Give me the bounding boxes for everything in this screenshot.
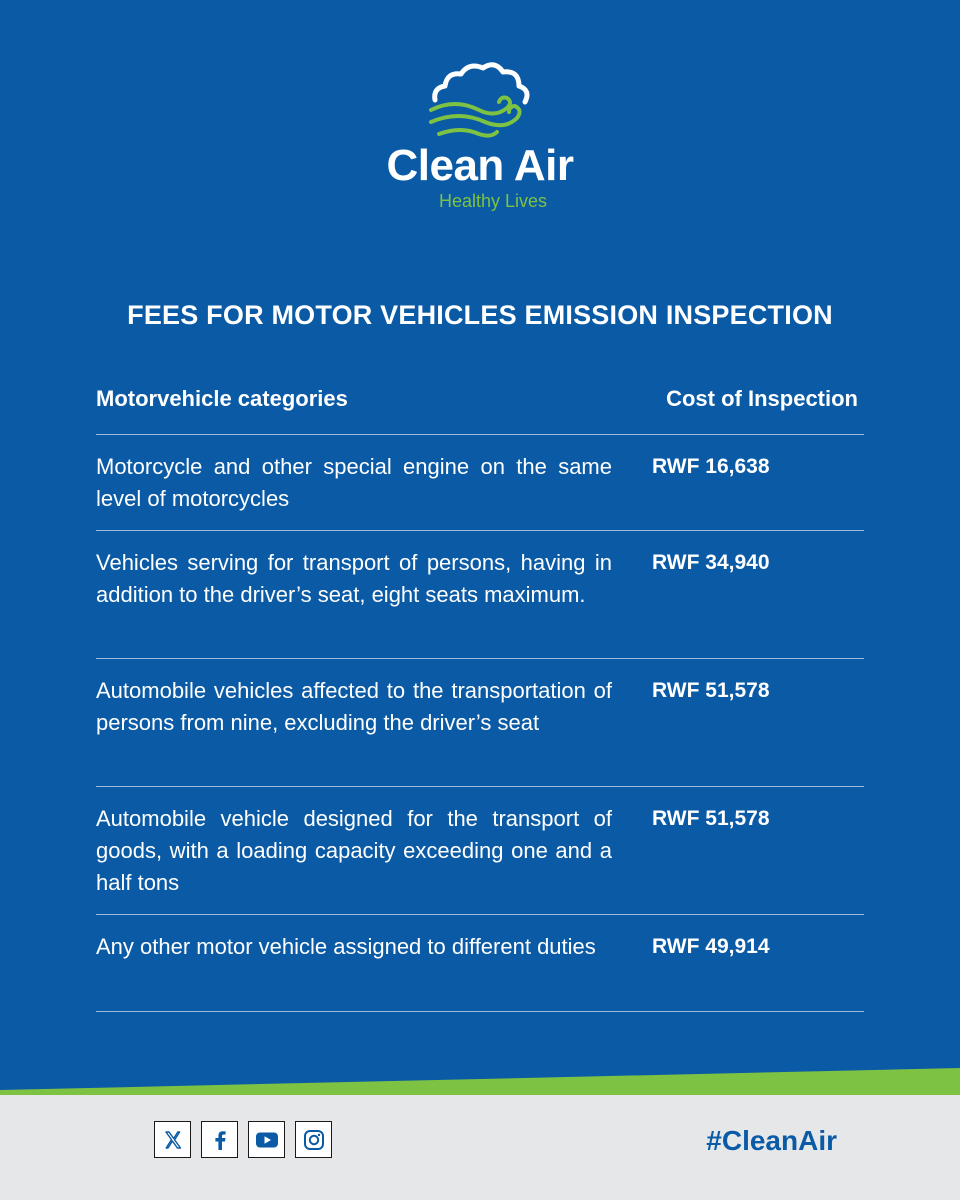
table-row	[96, 915, 864, 1012]
row-cost: RWF 51,578	[652, 679, 770, 702]
row-category: Motorcycle and other special engine on the same level of motorcycles	[96, 454, 612, 511]
table-row	[96, 787, 864, 915]
table-row	[96, 435, 864, 531]
row-category: Vehicles serving for transport of persons, having in addition to the driver’s seat, eight seats maximum.	[96, 550, 612, 607]
table-row	[96, 531, 864, 659]
cloud-wind-logo-icon	[425, 60, 535, 142]
fees-table	[96, 385, 864, 1012]
table-row	[96, 659, 864, 787]
social-links	[154, 1121, 332, 1158]
row-category: Any other motor vehicle assigned to different duties	[96, 934, 596, 959]
x-icon[interactable]	[154, 1121, 191, 1158]
instagram-icon[interactable]	[295, 1121, 332, 1158]
hashtag: #CleanAir	[706, 1125, 837, 1156]
page-title: FEES FOR MOTOR VEHICLES EMISSION INSPECTION	[127, 300, 833, 330]
row-cost: RWF 49,914	[652, 935, 770, 958]
header-cost: Cost of Inspection	[666, 386, 858, 411]
row-cost: RWF 51,578	[652, 807, 770, 830]
logo-subtitle: Healthy Lives	[438, 191, 548, 211]
row-category: Automobile vehicles affected to the transportation of persons from nine, excluding the driver’s seat	[96, 678, 612, 735]
logo-title: Clean Air	[386, 141, 574, 190]
row-cost: RWF 16,638	[652, 455, 770, 478]
footer	[0, 1095, 960, 1200]
facebook-icon[interactable]	[201, 1121, 238, 1158]
row-cost: RWF 34,940	[652, 551, 770, 574]
table-header	[96, 385, 864, 435]
youtube-icon[interactable]	[248, 1121, 285, 1158]
logo	[0, 60, 960, 210]
row-category: Automobile vehicle designed for the transport of goods, with a loading capacity exceeding one and a half tons	[96, 806, 612, 895]
header-category: Motorvehicle categories	[96, 386, 348, 411]
green-swoosh-band	[0, 1060, 960, 1100]
